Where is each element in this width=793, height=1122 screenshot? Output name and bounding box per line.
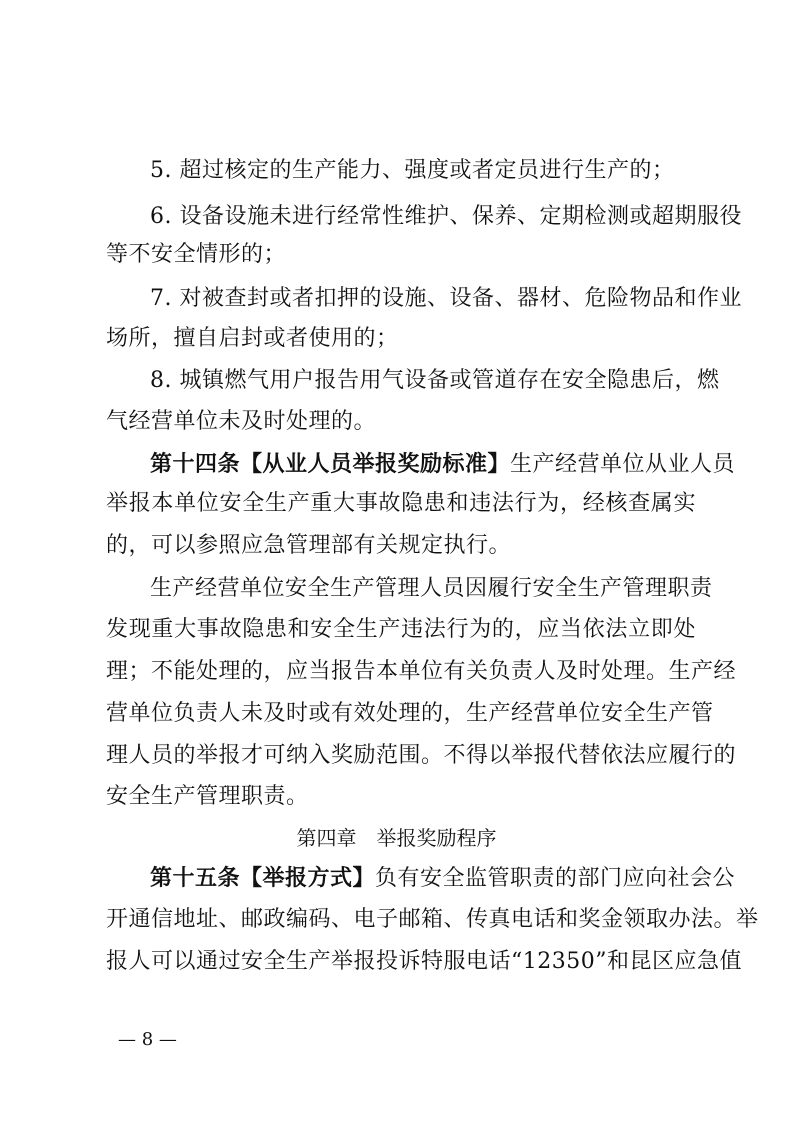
list-item-8-line-1: 8. 城镇燃气用户报告用气设备或管道存在安全隐患后，燃 bbox=[150, 368, 720, 393]
list-item-5: 5. 超过核定的生产能力、强度或者定员进行生产的； bbox=[150, 158, 675, 183]
article-14-title: 第十四条【从业人员举报奖励标准】 bbox=[150, 451, 511, 477]
article-14-heading bbox=[150, 448, 735, 480]
chapter-heading: 第四章 举报奖励程序 bbox=[296, 826, 497, 850]
paragraph-line-5: 理人员的举报才可纳入奖励范围。不得以举报代替依法应履行的 bbox=[106, 743, 737, 768]
list-item-6-line-1: 6. 设备设施未进行经常性维护、保养、定期检测或超期服役 bbox=[150, 204, 742, 229]
article-15-heading bbox=[150, 862, 735, 894]
article-15-line-2: 开通信地址、邮政编码、电子邮箱、传真电话和奖金领取办法。举 bbox=[106, 907, 759, 932]
article-14-text-start: 生产经营单位从业人员 bbox=[510, 452, 736, 477]
list-item-6-line-2: 等不安全情形的； bbox=[106, 242, 287, 267]
article-15-line-3: 报人可以通过安全生产举报投诉特服电话“12350”和昆区应急值 bbox=[106, 949, 742, 974]
list-item-7-line-1: 7. 对被查封或者扣押的设施、设备、器材、危险物品和作业 bbox=[150, 286, 742, 311]
article-15-title: 第十五条【举报方式】 bbox=[150, 865, 376, 891]
article-14-line-3: 的，可以参照应急管理部有关规定执行。 bbox=[106, 533, 512, 558]
page-number: — 8 — bbox=[118, 1029, 177, 1050]
paragraph-line-6: 安全生产管理职责。 bbox=[106, 784, 309, 809]
article-15-text-start: 负有安全监管职责的部门应向社会公 bbox=[375, 866, 736, 891]
list-item-7-line-2: 场所，擅自启封或者使用的； bbox=[106, 326, 399, 351]
paragraph-line-3: 理；不能处理的，应当报告本单位有关负责人及时处理。生产经 bbox=[106, 659, 737, 684]
paragraph-line-4: 营单位负责人未及时或有效处理的，生产经营单位安全生产管 bbox=[106, 701, 714, 726]
list-item-8-line-2: 气经营单位未及时处理的。 bbox=[106, 409, 377, 434]
article-14-line-2: 举报本单位安全生产重大事故隐患和违法行为，经核查属实 bbox=[106, 491, 696, 516]
paragraph-line-2: 发现重大事故隐患和安全生产违法行为的，应当依法立即处 bbox=[106, 617, 696, 642]
paragraph-line-1: 生产经营单位安全生产管理人员因履行安全生产管理职责 bbox=[150, 576, 713, 601]
